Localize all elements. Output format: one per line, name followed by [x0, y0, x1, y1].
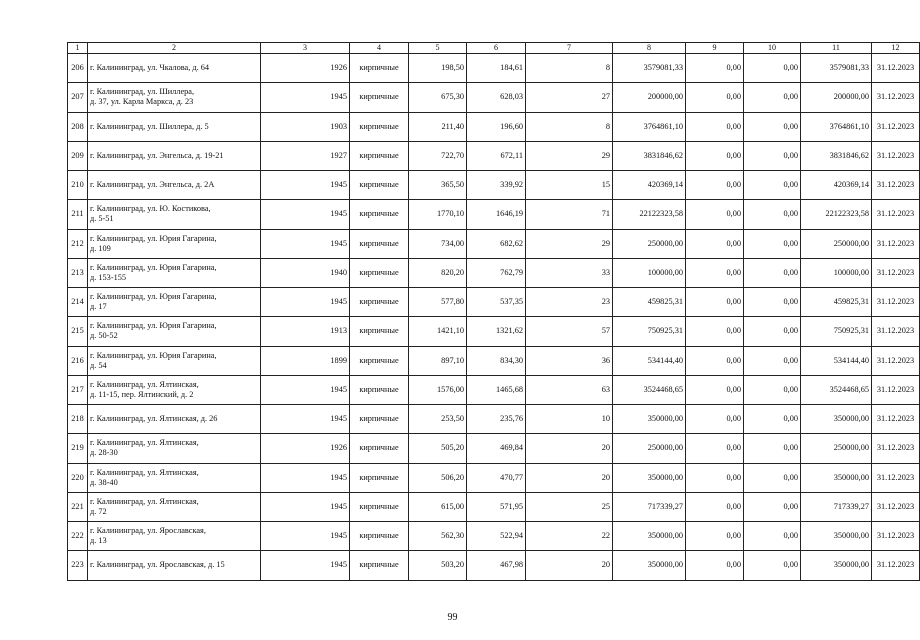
fund-cell: 0,00 [686, 551, 744, 580]
owners-funds-cell: 22122323,58 [801, 200, 872, 229]
completion-date-cell: 31.12.2023 [872, 405, 920, 434]
living-area-cell: 672,11 [467, 141, 526, 170]
owners-funds-cell: 3524468,65 [801, 375, 872, 404]
completion-date-cell: 31.12.2023 [872, 375, 920, 404]
cost-total-cell: 459825,31 [613, 288, 686, 317]
address-cell [88, 375, 261, 404]
living-area-cell: 339,92 [467, 171, 526, 200]
column-header: 10 [744, 43, 801, 54]
address-line: г. Калининград, ул. Юрия Гагарина, [90, 350, 217, 360]
address-cell [88, 317, 261, 346]
cost-total-cell: 3524468,65 [613, 375, 686, 404]
wall-material-cell: кирпичные [350, 83, 409, 112]
completion-date-cell: 31.12.2023 [872, 492, 920, 521]
residents-cell: 25 [526, 492, 613, 521]
wall-material-cell: кирпичные [350, 288, 409, 317]
living-area-cell: 522,94 [467, 522, 526, 551]
address-cell [88, 463, 261, 492]
table-row [68, 258, 920, 287]
residents-cell: 22 [526, 522, 613, 551]
fund-cell: 0,00 [686, 54, 744, 83]
budget-cell: 0,00 [744, 522, 801, 551]
year-cell: 1926 [261, 434, 350, 463]
total-area-cell: 1770,10 [409, 200, 467, 229]
row-number-cell: 208 [68, 112, 88, 141]
address-line: д. 50-52 [90, 331, 118, 341]
row-number-cell: 209 [68, 141, 88, 170]
column-header: 5 [409, 43, 467, 54]
budget-cell: 0,00 [744, 83, 801, 112]
budget-cell: 0,00 [744, 463, 801, 492]
budget-cell: 0,00 [744, 405, 801, 434]
year-cell: 1945 [261, 229, 350, 258]
completion-date-cell: 31.12.2023 [872, 522, 920, 551]
wall-material-cell: кирпичные [350, 375, 409, 404]
fund-cell: 0,00 [686, 375, 744, 404]
year-cell: 1945 [261, 171, 350, 200]
cost-total-cell: 534144,40 [613, 346, 686, 375]
row-number-cell: 212 [68, 229, 88, 258]
wall-material-cell: кирпичные [350, 405, 409, 434]
address-line: г. Калининград, ул. Ялтинская, [90, 379, 199, 389]
year-cell: 1945 [261, 405, 350, 434]
cost-total-cell: 350000,00 [613, 522, 686, 551]
wall-material-cell: кирпичные [350, 200, 409, 229]
table-row [68, 171, 920, 200]
total-area-cell: 365,50 [409, 171, 467, 200]
total-area-cell: 506,20 [409, 463, 467, 492]
year-cell: 1945 [261, 551, 350, 580]
address-line: д. 37, ул. Карла Маркса, д. 23 [90, 97, 194, 107]
address-line: г. Калининград, ул. Ялтинская, [90, 496, 199, 506]
residents-cell: 8 [526, 54, 613, 83]
budget-cell: 0,00 [744, 229, 801, 258]
completion-date-cell: 31.12.2023 [872, 54, 920, 83]
wall-material-cell: кирпичные [350, 141, 409, 170]
document-page [67, 42, 915, 581]
table-row [68, 54, 920, 83]
address-line: г. Калининград, ул. Ялтинская, [90, 467, 199, 477]
cost-total-cell: 200000,00 [613, 83, 686, 112]
residents-cell: 20 [526, 463, 613, 492]
address-line: г. Калининград, ул. Шиллера, д. 5 [90, 121, 209, 131]
column-header: 4 [350, 43, 409, 54]
table-header-row [68, 43, 920, 54]
address-cell [88, 551, 261, 580]
residents-cell: 29 [526, 141, 613, 170]
completion-date-cell: 31.12.2023 [872, 141, 920, 170]
row-number-cell: 211 [68, 200, 88, 229]
residents-cell: 20 [526, 551, 613, 580]
address-line: г. Калининград, ул. Чкалова, д. 64 [90, 63, 210, 73]
wall-material-cell: кирпичные [350, 522, 409, 551]
column-header: 11 [801, 43, 872, 54]
address-line: д. 109 [90, 243, 111, 253]
living-area-cell: 537,35 [467, 288, 526, 317]
column-header: 7 [526, 43, 613, 54]
column-header: 8 [613, 43, 686, 54]
address-line: д. 17 [90, 302, 107, 312]
address-cell [88, 522, 261, 551]
residents-cell: 10 [526, 405, 613, 434]
budget-cell: 0,00 [744, 112, 801, 141]
table-row [68, 229, 920, 258]
address-line: д. 28-30 [90, 448, 118, 458]
budget-cell: 0,00 [744, 54, 801, 83]
owners-funds-cell: 350000,00 [801, 405, 872, 434]
cost-total-cell: 420369,14 [613, 171, 686, 200]
fund-cell: 0,00 [686, 258, 744, 287]
table-row [68, 434, 920, 463]
column-header: 6 [467, 43, 526, 54]
budget-cell: 0,00 [744, 200, 801, 229]
living-area-cell: 184,61 [467, 54, 526, 83]
budget-cell: 0,00 [744, 288, 801, 317]
total-area-cell: 577,80 [409, 288, 467, 317]
completion-date-cell: 31.12.2023 [872, 288, 920, 317]
total-area-cell: 675,30 [409, 83, 467, 112]
budget-cell: 0,00 [744, 346, 801, 375]
address-line: д. 38-40 [90, 477, 118, 487]
completion-date-cell: 31.12.2023 [872, 434, 920, 463]
total-area-cell: 211,40 [409, 112, 467, 141]
completion-date-cell: 31.12.2023 [872, 171, 920, 200]
residents-cell: 15 [526, 171, 613, 200]
table-row [68, 83, 920, 112]
owners-funds-cell: 3764861,10 [801, 112, 872, 141]
residents-cell: 33 [526, 258, 613, 287]
owners-funds-cell: 3579081,33 [801, 54, 872, 83]
fund-cell: 0,00 [686, 288, 744, 317]
address-line: г. Калининград, ул. Ю. Костикова, [90, 204, 211, 214]
total-area-cell: 198,50 [409, 54, 467, 83]
budget-cell: 0,00 [744, 141, 801, 170]
total-area-cell: 505,20 [409, 434, 467, 463]
table-row [68, 112, 920, 141]
year-cell: 1945 [261, 83, 350, 112]
residents-cell: 57 [526, 317, 613, 346]
fund-cell: 0,00 [686, 434, 744, 463]
year-cell: 1945 [261, 375, 350, 404]
living-area-cell: 196,60 [467, 112, 526, 141]
year-cell: 1940 [261, 258, 350, 287]
completion-date-cell: 31.12.2023 [872, 317, 920, 346]
owners-funds-cell: 420369,14 [801, 171, 872, 200]
fund-cell: 0,00 [686, 112, 744, 141]
row-number-cell: 217 [68, 375, 88, 404]
address-line: д. 54 [90, 360, 107, 370]
address-cell [88, 288, 261, 317]
address-line: г. Калининград, ул. Энгельса, д. 2А [90, 180, 215, 190]
owners-funds-cell: 250000,00 [801, 229, 872, 258]
cost-total-cell: 350000,00 [613, 463, 686, 492]
owners-funds-cell: 3831846,62 [801, 141, 872, 170]
residents-cell: 23 [526, 288, 613, 317]
year-cell: 1945 [261, 522, 350, 551]
completion-date-cell: 31.12.2023 [872, 258, 920, 287]
row-number-cell: 207 [68, 83, 88, 112]
cost-total-cell: 350000,00 [613, 405, 686, 434]
wall-material-cell: кирпичные [350, 229, 409, 258]
address-line: д. 5-51 [90, 214, 114, 224]
total-area-cell: 820,20 [409, 258, 467, 287]
year-cell: 1945 [261, 200, 350, 229]
year-cell: 1945 [261, 288, 350, 317]
cost-total-cell: 100000,00 [613, 258, 686, 287]
living-area-cell: 762,79 [467, 258, 526, 287]
cost-total-cell: 750925,31 [613, 317, 686, 346]
living-area-cell: 628,03 [467, 83, 526, 112]
total-area-cell: 734,00 [409, 229, 467, 258]
row-number-cell: 215 [68, 317, 88, 346]
column-header: 3 [261, 43, 350, 54]
budget-cell: 0,00 [744, 317, 801, 346]
table-row [68, 288, 920, 317]
budget-cell: 0,00 [744, 492, 801, 521]
address-line: г. Калининград, ул. Юрия Гагарина, [90, 321, 217, 331]
page-number: 99 [447, 612, 458, 623]
address-line: г. Калининград, ул. Ялтинская, д. 26 [90, 414, 218, 424]
owners-funds-cell: 350000,00 [801, 551, 872, 580]
address-cell [88, 141, 261, 170]
residents-cell: 36 [526, 346, 613, 375]
wall-material-cell: кирпичные [350, 317, 409, 346]
row-number-cell: 210 [68, 171, 88, 200]
budget-cell: 0,00 [744, 375, 801, 404]
wall-material-cell: кирпичные [350, 434, 409, 463]
column-header: 12 [872, 43, 920, 54]
address-line: д. 11-15, пер. Ялтинский, д. 2 [90, 389, 194, 399]
fund-cell: 0,00 [686, 463, 744, 492]
table-row [68, 551, 920, 580]
column-header: 9 [686, 43, 744, 54]
fund-cell: 0,00 [686, 405, 744, 434]
total-area-cell: 253,50 [409, 405, 467, 434]
residents-cell: 27 [526, 83, 613, 112]
living-area-cell: 470,77 [467, 463, 526, 492]
address-line: г. Калининград, ул. Энгельса, д. 19-21 [90, 150, 224, 160]
table-row [68, 522, 920, 551]
address-cell [88, 229, 261, 258]
year-cell: 1927 [261, 141, 350, 170]
year-cell: 1903 [261, 112, 350, 141]
living-area-cell: 571,95 [467, 492, 526, 521]
address-line: г. Калининград, ул. Шиллера, [90, 87, 195, 97]
wall-material-cell: кирпичные [350, 346, 409, 375]
address-cell [88, 112, 261, 141]
cost-total-cell: 3579081,33 [613, 54, 686, 83]
year-cell: 1913 [261, 317, 350, 346]
row-number-cell: 219 [68, 434, 88, 463]
row-number-cell: 214 [68, 288, 88, 317]
budget-cell: 0,00 [744, 551, 801, 580]
budget-cell: 0,00 [744, 171, 801, 200]
owners-funds-cell: 459825,31 [801, 288, 872, 317]
budget-cell: 0,00 [744, 434, 801, 463]
address-line: г. Калининград, ул. Юрия Гагарина, [90, 292, 217, 302]
residents-cell: 71 [526, 200, 613, 229]
completion-date-cell: 31.12.2023 [872, 346, 920, 375]
wall-material-cell: кирпичные [350, 463, 409, 492]
year-cell: 1945 [261, 463, 350, 492]
address-cell [88, 346, 261, 375]
year-cell: 1945 [261, 492, 350, 521]
wall-material-cell: кирпичные [350, 171, 409, 200]
owners-funds-cell: 200000,00 [801, 83, 872, 112]
year-cell: 1926 [261, 54, 350, 83]
row-number-cell: 216 [68, 346, 88, 375]
fund-cell: 0,00 [686, 83, 744, 112]
residents-cell: 20 [526, 434, 613, 463]
table-row [68, 405, 920, 434]
cost-total-cell: 3764861,10 [613, 112, 686, 141]
owners-funds-cell: 534144,40 [801, 346, 872, 375]
row-number-cell: 222 [68, 522, 88, 551]
year-cell: 1899 [261, 346, 350, 375]
cost-total-cell: 717339,27 [613, 492, 686, 521]
table-row [68, 317, 920, 346]
table-row [68, 141, 920, 170]
row-number-cell: 220 [68, 463, 88, 492]
cost-total-cell: 22122323,58 [613, 200, 686, 229]
fund-cell: 0,00 [686, 522, 744, 551]
housing-table [67, 42, 920, 581]
table-body [68, 54, 920, 581]
owners-funds-cell: 717339,27 [801, 492, 872, 521]
address-line: д. 153-155 [90, 272, 127, 282]
table-row [68, 346, 920, 375]
total-area-cell: 897,10 [409, 346, 467, 375]
address-line: г. Калининград, ул. Ялтинская, [90, 438, 199, 448]
residents-cell: 8 [526, 112, 613, 141]
residents-cell: 29 [526, 229, 613, 258]
address-line: г. Калининград, ул. Юрия Гагарина, [90, 233, 217, 243]
residents-cell: 63 [526, 375, 613, 404]
cost-total-cell: 250000,00 [613, 229, 686, 258]
fund-cell: 0,00 [686, 141, 744, 170]
row-number-cell: 221 [68, 492, 88, 521]
address-cell [88, 258, 261, 287]
table-row [68, 375, 920, 404]
wall-material-cell: кирпичные [350, 551, 409, 580]
table-row [68, 200, 920, 229]
living-area-cell: 1646,19 [467, 200, 526, 229]
row-number-cell: 213 [68, 258, 88, 287]
completion-date-cell: 31.12.2023 [872, 229, 920, 258]
row-number-cell: 206 [68, 54, 88, 83]
owners-funds-cell: 350000,00 [801, 522, 872, 551]
cost-total-cell: 3831846,62 [613, 141, 686, 170]
address-cell [88, 200, 261, 229]
wall-material-cell: кирпичные [350, 112, 409, 141]
address-line: г. Калининград, ул. Ярославская, д. 15 [90, 560, 225, 570]
owners-funds-cell: 750925,31 [801, 317, 872, 346]
row-number-cell: 223 [68, 551, 88, 580]
living-area-cell: 467,98 [467, 551, 526, 580]
total-area-cell: 562,30 [409, 522, 467, 551]
address-cell [88, 434, 261, 463]
row-number-cell: 218 [68, 405, 88, 434]
living-area-cell: 1321,62 [467, 317, 526, 346]
wall-material-cell: кирпичные [350, 492, 409, 521]
fund-cell: 0,00 [686, 229, 744, 258]
address-cell [88, 83, 261, 112]
address-cell [88, 54, 261, 83]
fund-cell: 0,00 [686, 171, 744, 200]
fund-cell: 0,00 [686, 346, 744, 375]
total-area-cell: 1576,00 [409, 375, 467, 404]
table-row [68, 463, 920, 492]
total-area-cell: 1421,10 [409, 317, 467, 346]
address-line: д. 72 [90, 506, 107, 516]
wall-material-cell: кирпичные [350, 258, 409, 287]
owners-funds-cell: 350000,00 [801, 463, 872, 492]
cost-total-cell: 350000,00 [613, 551, 686, 580]
column-header: 2 [88, 43, 261, 54]
budget-cell: 0,00 [744, 258, 801, 287]
fund-cell: 0,00 [686, 200, 744, 229]
total-area-cell: 615,00 [409, 492, 467, 521]
fund-cell: 0,00 [686, 492, 744, 521]
living-area-cell: 1465,68 [467, 375, 526, 404]
total-area-cell: 722,70 [409, 141, 467, 170]
owners-funds-cell: 100000,00 [801, 258, 872, 287]
address-cell [88, 171, 261, 200]
address-line: г. Калининград, ул. Ярославская, [90, 526, 206, 536]
completion-date-cell: 31.12.2023 [872, 112, 920, 141]
owners-funds-cell: 250000,00 [801, 434, 872, 463]
living-area-cell: 469,84 [467, 434, 526, 463]
living-area-cell: 235,76 [467, 405, 526, 434]
address-cell [88, 492, 261, 521]
wall-material-cell: кирпичные [350, 54, 409, 83]
address-line: д. 13 [90, 536, 107, 546]
living-area-cell: 682,62 [467, 229, 526, 258]
fund-cell: 0,00 [686, 317, 744, 346]
address-cell [88, 405, 261, 434]
completion-date-cell: 31.12.2023 [872, 200, 920, 229]
completion-date-cell: 31.12.2023 [872, 463, 920, 492]
address-line: г. Калининград, ул. Юрия Гагарина, [90, 262, 217, 272]
table-row [68, 492, 920, 521]
completion-date-cell: 31.12.2023 [872, 83, 920, 112]
cost-total-cell: 250000,00 [613, 434, 686, 463]
living-area-cell: 834,30 [467, 346, 526, 375]
total-area-cell: 503,20 [409, 551, 467, 580]
column-header: 1 [68, 43, 88, 54]
completion-date-cell: 31.12.2023 [872, 551, 920, 580]
